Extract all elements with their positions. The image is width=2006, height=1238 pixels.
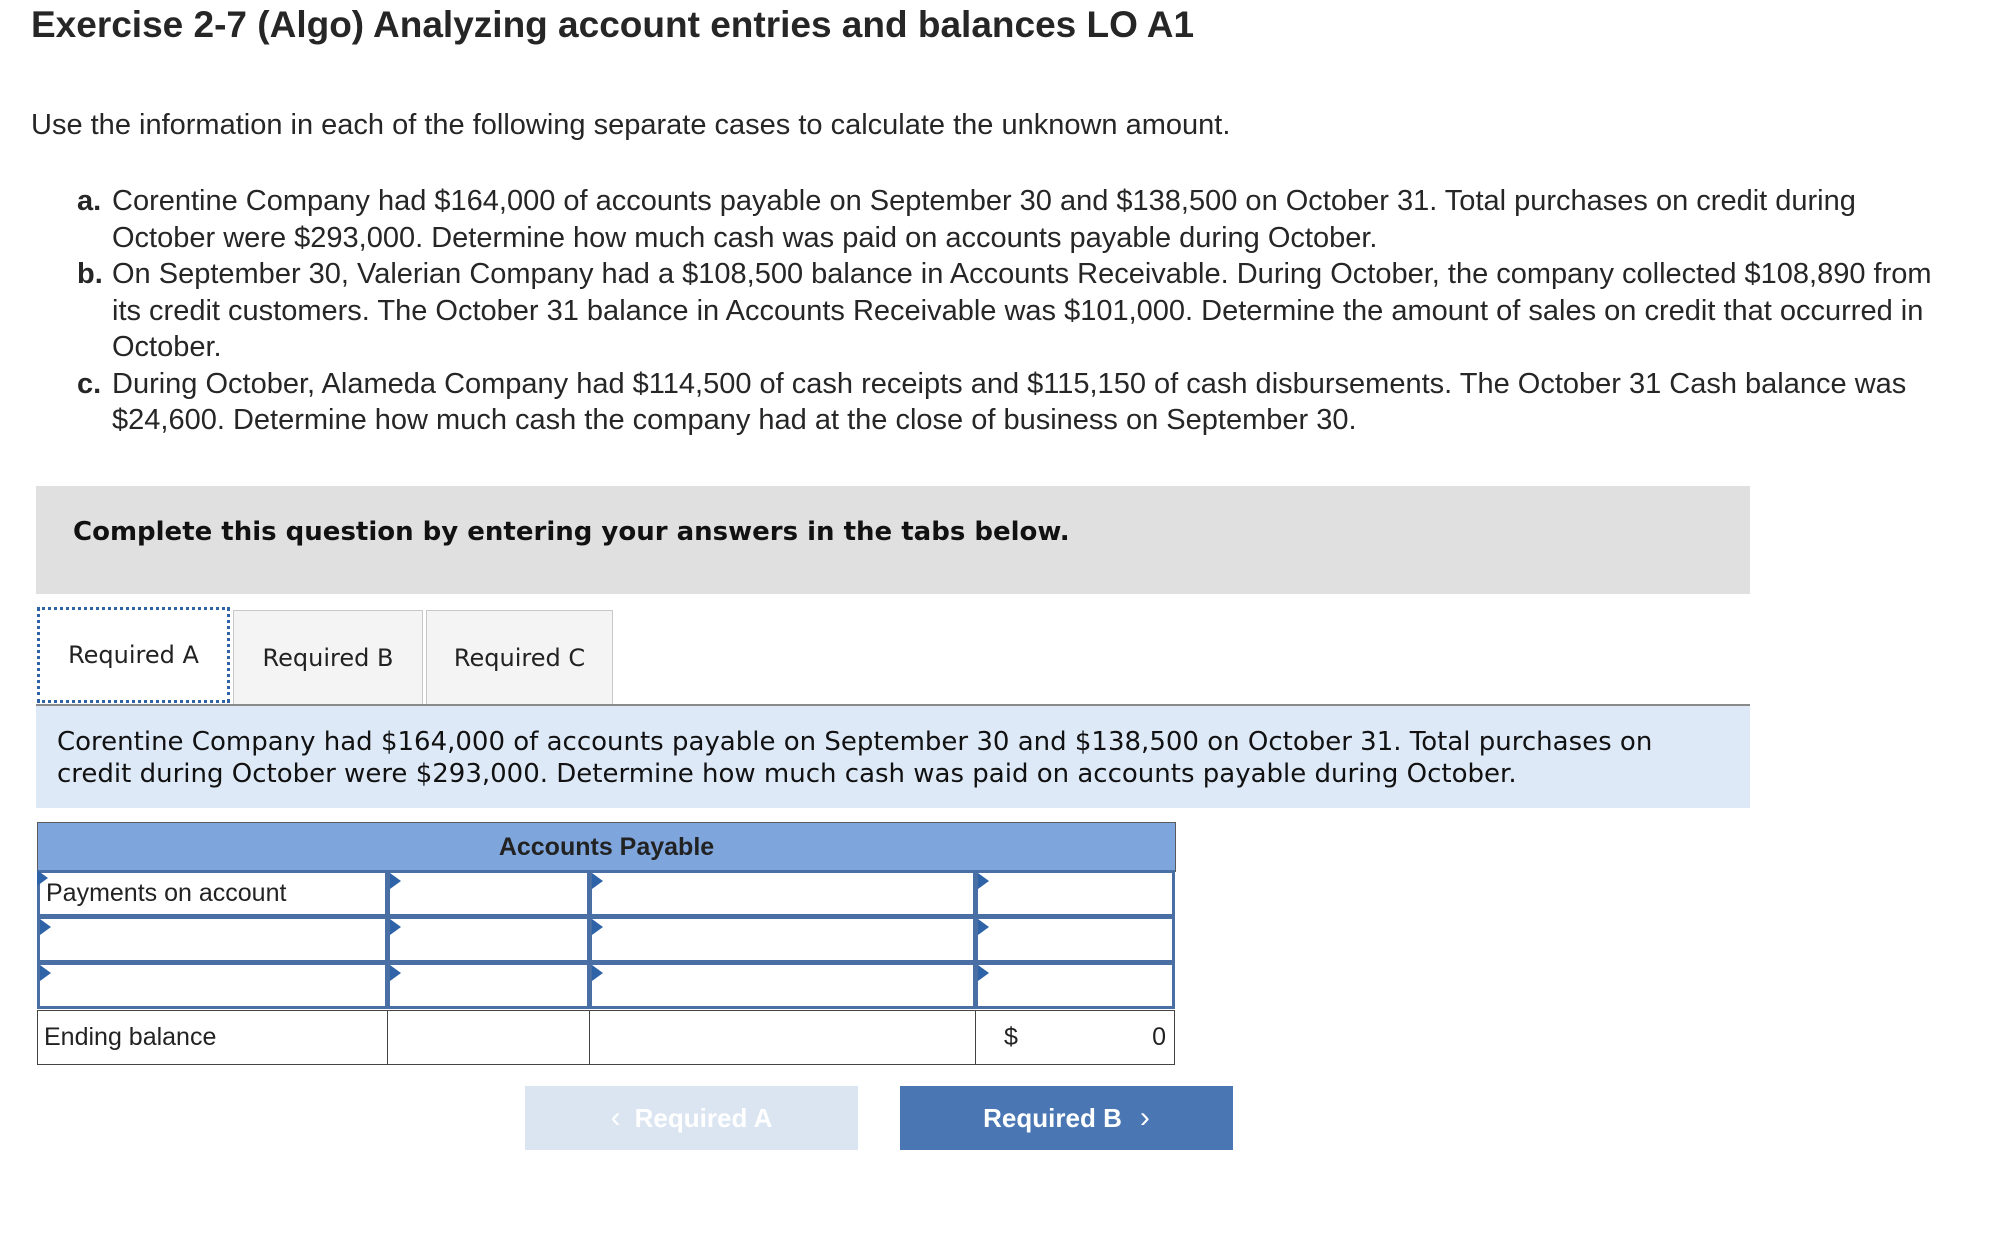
instruction-text: Complete this question by entering your answers in the tabs below. [73, 517, 1070, 547]
left-amount-input-row-2[interactable] [387, 916, 590, 963]
ending-balance-value: 0 [1152, 1023, 1166, 1051]
dropdown-marker-icon [592, 919, 603, 935]
case-text: Corentine Company had $164,000 of accounts payable on September 30 and $138,500 on October 31. Total purchases on credit during October were $293,000. Determine how much cash was paid on accounts payable during October. [112, 185, 1856, 254]
dropdown-marker-icon [390, 873, 401, 889]
left-amount-input-row-1[interactable] [387, 870, 590, 917]
dropdown-marker-icon [37, 870, 48, 886]
case-letter: a. [77, 185, 102, 217]
case-text: On September 30, Valerian Company had a $108,500 balance in Accounts Receivable. During October, the company collected $108,890 from its credit customers. The October 31 balance in Accounts Receivable was $101,000. Determine the amount of sales on credit that occurred in October. [112, 258, 1932, 363]
ending-left-amount [387, 1010, 590, 1065]
ledger-title: Accounts Payable [37, 822, 1176, 872]
dropdown-marker-icon [390, 919, 401, 935]
left-amount-input-row-3[interactable] [387, 962, 590, 1009]
dropdown-marker-icon [592, 873, 603, 889]
question-prompt: Corentine Company had $164,000 of accounts payable on September 30 and $138,500 on October 31. Total purchases on credit during October were $293,000. Determine how much cash was paid on accounts payable during October. [57, 727, 1653, 789]
ending-balance-value-cell [975, 1010, 1175, 1065]
tab-required-c[interactable]: Required C [426, 610, 613, 704]
ending-right-label [589, 1010, 976, 1065]
next-required-button[interactable] [900, 1086, 1233, 1150]
instruction-banner [36, 486, 1750, 594]
right-label-input-row-1[interactable] [589, 870, 976, 917]
right-amount-input-row-3[interactable] [975, 962, 1175, 1009]
dropdown-marker-icon [592, 965, 603, 981]
prev-required-button[interactable] [525, 1086, 858, 1150]
case-letter: c. [77, 367, 102, 400]
left-label-input-row-3[interactable] [37, 962, 388, 1009]
prev-button-label: Required A [634, 1102, 773, 1133]
case-text: During October, Alameda Company had $114,500 of cash receipts and $115,150 of cash disbursements. The October 31 Cash balance was $24,600. Determine how much cash the company had at the close of business on September 30. [112, 367, 1907, 436]
question-prompt-box [36, 706, 1750, 808]
tab-required-a[interactable]: Required A [37, 607, 230, 703]
right-label-input-row-3[interactable] [589, 962, 976, 1009]
dropdown-marker-icon [978, 965, 989, 981]
dropdown-marker-icon [978, 919, 989, 935]
right-label-input-row-2[interactable] [589, 916, 976, 963]
chevron-left-icon: ‹ [610, 1101, 621, 1134]
chevron-right-icon: › [1139, 1101, 1150, 1134]
tab-required-b[interactable]: Required B [233, 610, 423, 704]
right-amount-input-row-1[interactable] [975, 870, 1175, 917]
dropdown-marker-icon [978, 873, 989, 889]
case-list [77, 183, 1957, 439]
right-amount-input-row-2[interactable] [975, 916, 1175, 963]
case-item-b [77, 256, 1957, 366]
currency-symbol: $ [1004, 1023, 1018, 1051]
ending-balance-label: Ending balance [37, 1010, 388, 1065]
case-item-a [77, 183, 1957, 256]
exercise-title: Exercise 2-7 (Algo) Analyzing account entries and balances LO A1 [31, 4, 1195, 45]
case-item-c [77, 366, 1957, 439]
dropdown-marker-icon [40, 919, 51, 935]
dropdown-marker-icon [40, 965, 51, 981]
case-letter: b. [77, 258, 103, 290]
dropdown-marker-icon [390, 965, 401, 981]
left-label-input-row-2[interactable] [37, 916, 388, 963]
next-button-label: Required B [983, 1102, 1122, 1133]
intro-text: Use the information in each of the following separate cases to calculate the unknown amount. [31, 109, 1231, 141]
left-label-input-row-1[interactable]: Payments on account [37, 870, 388, 917]
